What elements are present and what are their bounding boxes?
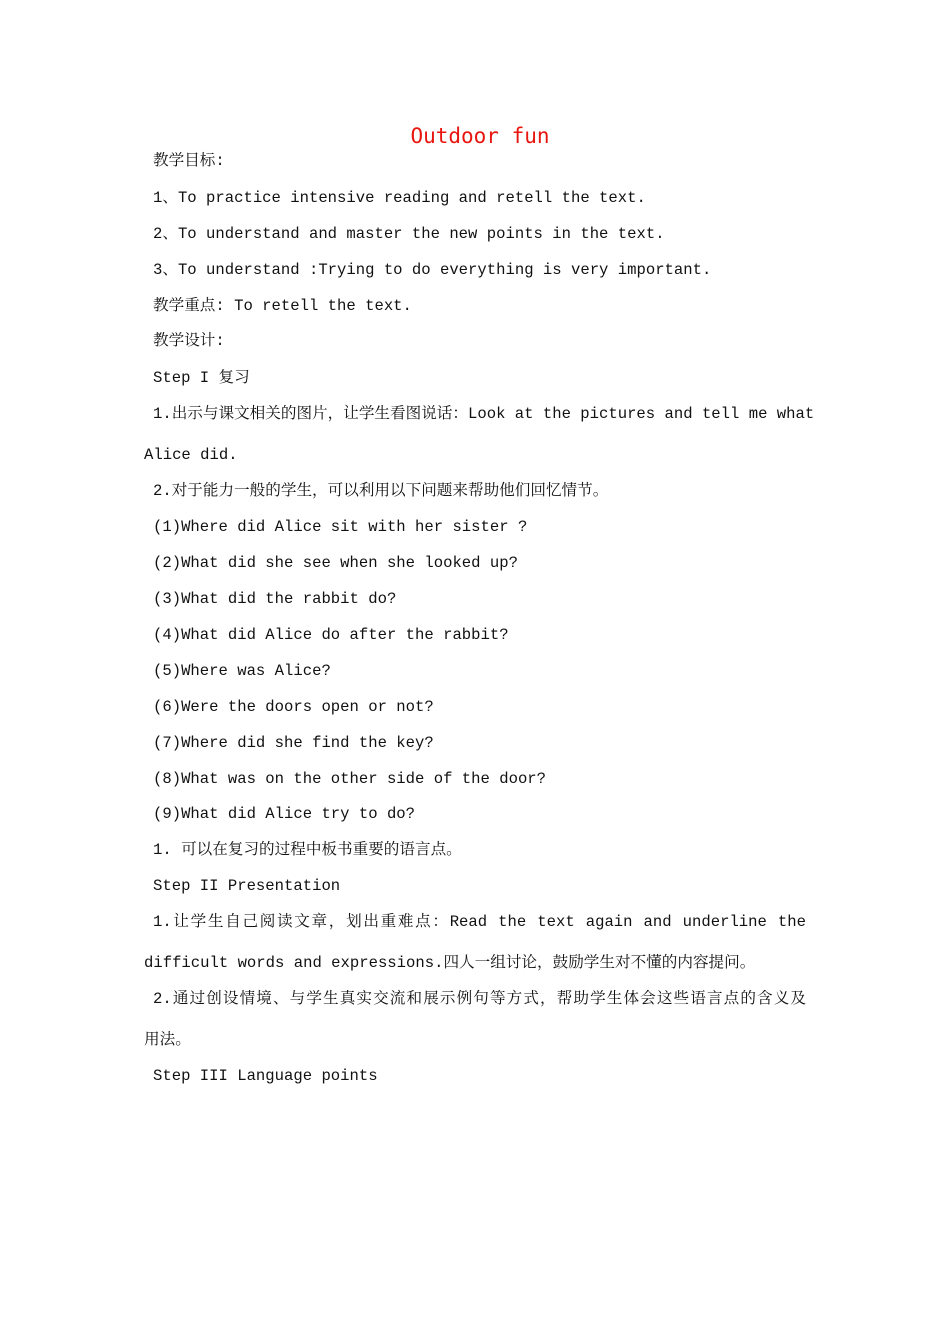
document-title: Outdoor fun	[410, 124, 550, 148]
step-1-item-1-cont: Alice did.	[144, 446, 238, 464]
question-2: (2)What did she see when she looked up?	[153, 554, 518, 572]
question-3: (3)What did the rabbit do?	[153, 590, 397, 608]
objective-2: 2、To understand and master the new points in the text.	[153, 225, 665, 243]
question-9: (9)What did Alice try to do?	[153, 805, 416, 823]
step-2-item-2-cont: 用法。	[144, 1031, 191, 1049]
key-point: 教学重点: To retell the text.	[153, 297, 412, 315]
objectives-heading: 教学目标:	[153, 152, 225, 170]
step-3-heading: Step III Language points	[153, 1067, 378, 1085]
question-7: (7)Where did she find the key?	[153, 734, 434, 752]
question-5: (5)Where was Alice?	[153, 662, 331, 680]
step-2-item-1-cont: difficult words and expressions.四人一组讨论，鼓励学生对不懂的内容提问。	[144, 954, 756, 972]
question-1: (1)Where did Alice sit with her sister ?	[153, 518, 528, 536]
step-2-item-1: 1.让学生自己阅读文章，划出重难点：Read the text again and underline the	[153, 913, 806, 931]
design-heading: 教学设计:	[153, 332, 225, 350]
question-4: (4)What did Alice do after the rabbit?	[153, 626, 509, 644]
objective-3: 3、To understand :Trying to do everything is very important.	[153, 261, 712, 279]
step-1-item-1: 1.出示与课文相关的图片，让学生看图说话：Look at the pictures and tell me what	[153, 405, 815, 423]
question-6: (6)Were the doors open or not?	[153, 698, 434, 716]
step-1-item-2: 2.对于能力一般的学生，可以利用以下问题来帮助他们回忆情节。	[153, 482, 609, 500]
question-8: (8)What was on the other side of the door?	[153, 770, 547, 788]
step-2-heading: Step II Presentation	[153, 877, 341, 895]
step-2-item-2: 2.通过创设情境、与学生真实交流和展示例句等方式，帮助学生体会这些语言点的含义及	[153, 990, 806, 1008]
step-1-item-3: 1. 可以在复习的过程中板书重要的语言点。	[153, 841, 462, 859]
objective-1: 1、To practice intensive reading and retell the text.	[153, 189, 646, 207]
step-1-heading: Step I 复习	[153, 369, 250, 387]
